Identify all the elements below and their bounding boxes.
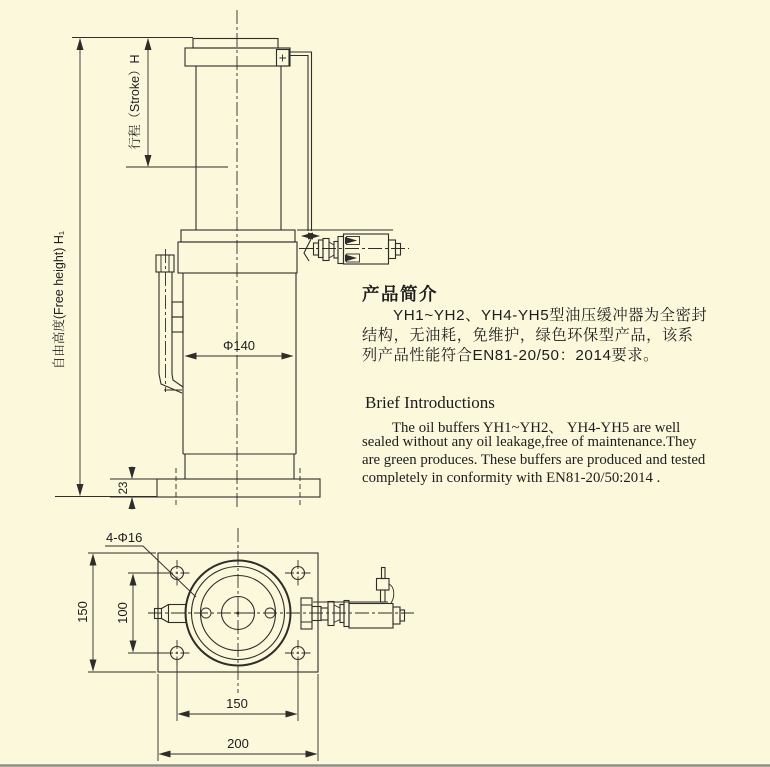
en-intro-title: Brief Introductions — [365, 393, 495, 412]
body-diameter-label: Φ140 — [222, 338, 256, 353]
stroke-label: 行程（Stroke）H — [128, 54, 142, 150]
cn-intro-line: YH1~YH2、YH4-YH5型油压缓冲器为全密封 — [393, 307, 708, 324]
holes-callout-label: 4-Φ16 — [106, 530, 143, 545]
switch-lever — [304, 239, 311, 261]
stroke-dimension — [126, 39, 228, 167]
limit-switch-side — [297, 230, 409, 264]
limit-switch-plan — [301, 568, 405, 630]
plunger — [185, 39, 312, 232]
base-plate-side — [110, 467, 320, 510]
en-intro-line: The oil buffers YH1~YH2、 YH4-YH5 are well — [392, 420, 681, 436]
cn-intro-line: 结构，无油耗，免维护，绿色环保型产品，该系 — [362, 327, 694, 344]
cn-intro-title: 产品简介 — [362, 284, 438, 304]
bottom-view — [75, 528, 414, 761]
hole-spacing-horizontal-dimension — [177, 661, 298, 721]
holes-callout — [105, 530, 196, 597]
cylinder-collar — [178, 230, 297, 273]
plate-height-label: 150 — [75, 601, 90, 623]
base-thickness-label: 23 — [118, 481, 130, 495]
cylinder-body — [183, 273, 296, 479]
en-intro-line: completely in conformity with EN81-20/50:2014 . — [362, 470, 661, 486]
cn-intro-line: 列产品性能符合EN81-20/50：2014要求。 — [362, 347, 659, 364]
plate-width-dimension — [158, 674, 318, 761]
free-height-label: 自由高度(Free height) H₁ — [52, 230, 66, 370]
switch-actuator-rod — [290, 52, 312, 231]
hole-spacing-horizontal-label: 150 — [226, 696, 248, 711]
switch-body — [344, 234, 389, 264]
side-view — [51, 10, 409, 510]
free-height-dimension — [51, 38, 193, 497]
oil-gauge-tube — [156, 249, 183, 393]
en-intro-line: are green produces. These buffers are produced and tested — [362, 452, 706, 468]
hole-spacing-vertical-label: 100 — [115, 602, 130, 624]
plate-width-label: 200 — [227, 736, 249, 751]
switch-body-plan — [349, 604, 393, 629]
en-intro-line: sealed without any oil leakage,free of maintenance.They — [362, 434, 697, 450]
oil-plug — [155, 605, 187, 623]
